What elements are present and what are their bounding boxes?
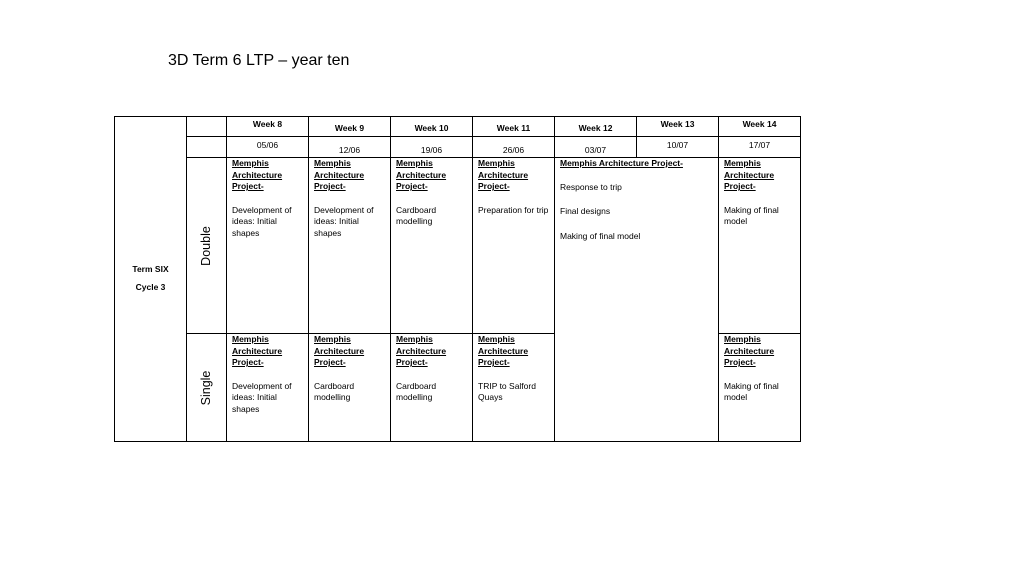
lesson-cell bbox=[719, 334, 801, 442]
page-title: 3D Term 6 LTP – year ten bbox=[168, 52, 350, 69]
row-label-double bbox=[187, 158, 227, 334]
week-header: Week 10 bbox=[391, 117, 473, 137]
lesson-text: Cardboard modelling bbox=[396, 380, 437, 403]
lesson-text: Response to trip bbox=[560, 181, 622, 192]
lesson-text: TRIP to Salford Quays bbox=[478, 380, 536, 403]
row-label-single bbox=[187, 334, 227, 442]
lesson-cell bbox=[227, 334, 309, 442]
week-header: Week 9 bbox=[309, 117, 391, 137]
project-title: Memphis Architecture Project- bbox=[396, 334, 447, 368]
project-title: Memphis Architecture Project- bbox=[478, 334, 529, 368]
project-title: Memphis Architecture Project- bbox=[232, 334, 283, 368]
corner-cell bbox=[187, 137, 227, 158]
project-title: Memphis Architecture Project- bbox=[560, 158, 683, 168]
date-cell: 19/06 bbox=[391, 137, 473, 158]
project-title: Memphis Architecture Project- bbox=[724, 158, 775, 192]
lesson-cell bbox=[473, 334, 555, 442]
project-title: Memphis Architecture Project- bbox=[724, 334, 775, 368]
lesson-text: Making of final model bbox=[724, 204, 779, 227]
lesson-text: Cardboard modelling bbox=[314, 380, 355, 403]
double-label: Double bbox=[198, 225, 213, 266]
project-title: Memphis Architecture Project- bbox=[314, 334, 365, 368]
lesson-text: Development of ideas: Initial shapes bbox=[232, 380, 292, 414]
project-title: Memphis Architecture Project- bbox=[314, 158, 365, 192]
project-title: Memphis Architecture Project- bbox=[478, 158, 529, 192]
lesson-text: Final designs bbox=[560, 206, 611, 217]
week-header: Week 11 bbox=[473, 117, 555, 137]
week-header: Week 14 bbox=[719, 117, 801, 137]
date-cell: 10/07 bbox=[637, 137, 719, 158]
lesson-text: Making of final model bbox=[724, 380, 779, 403]
lesson-text: Cardboard modelling bbox=[396, 204, 437, 227]
date-cell: 12/06 bbox=[309, 137, 391, 158]
single-label: Single bbox=[198, 370, 213, 405]
lesson-cell bbox=[391, 334, 473, 442]
lesson-cell bbox=[719, 158, 801, 334]
lesson-text: Preparation for trip bbox=[478, 204, 549, 215]
lesson-text: Development of ideas: Initial shapes bbox=[314, 204, 374, 238]
date-cell: 26/06 bbox=[473, 137, 555, 158]
lesson-cell bbox=[227, 158, 309, 334]
week-header: Week 8 bbox=[227, 117, 309, 137]
merged-lesson-cell bbox=[555, 158, 719, 442]
lesson-cell bbox=[473, 158, 555, 334]
date-cell: 03/07 bbox=[555, 137, 637, 158]
term-label: Term SIX bbox=[132, 264, 169, 275]
ltp-table bbox=[114, 116, 801, 442]
lesson-text: Making of final model bbox=[560, 230, 641, 241]
lesson-text: Development of ideas: Initial shapes bbox=[232, 204, 292, 238]
term-cell bbox=[115, 117, 187, 442]
lesson-cell bbox=[309, 334, 391, 442]
lesson-cell bbox=[309, 158, 391, 334]
cycle-label: Cycle 3 bbox=[135, 282, 166, 292]
corner-cell bbox=[187, 117, 227, 137]
week-header: Week 13 bbox=[637, 117, 719, 137]
week-header: Week 12 bbox=[555, 117, 637, 137]
project-title: Memphis Architecture Project- bbox=[396, 158, 447, 192]
lesson-cell bbox=[391, 158, 473, 334]
date-cell: 05/06 bbox=[227, 137, 309, 158]
project-title: Memphis Architecture Project- bbox=[232, 158, 283, 192]
date-cell: 17/07 bbox=[719, 137, 801, 158]
